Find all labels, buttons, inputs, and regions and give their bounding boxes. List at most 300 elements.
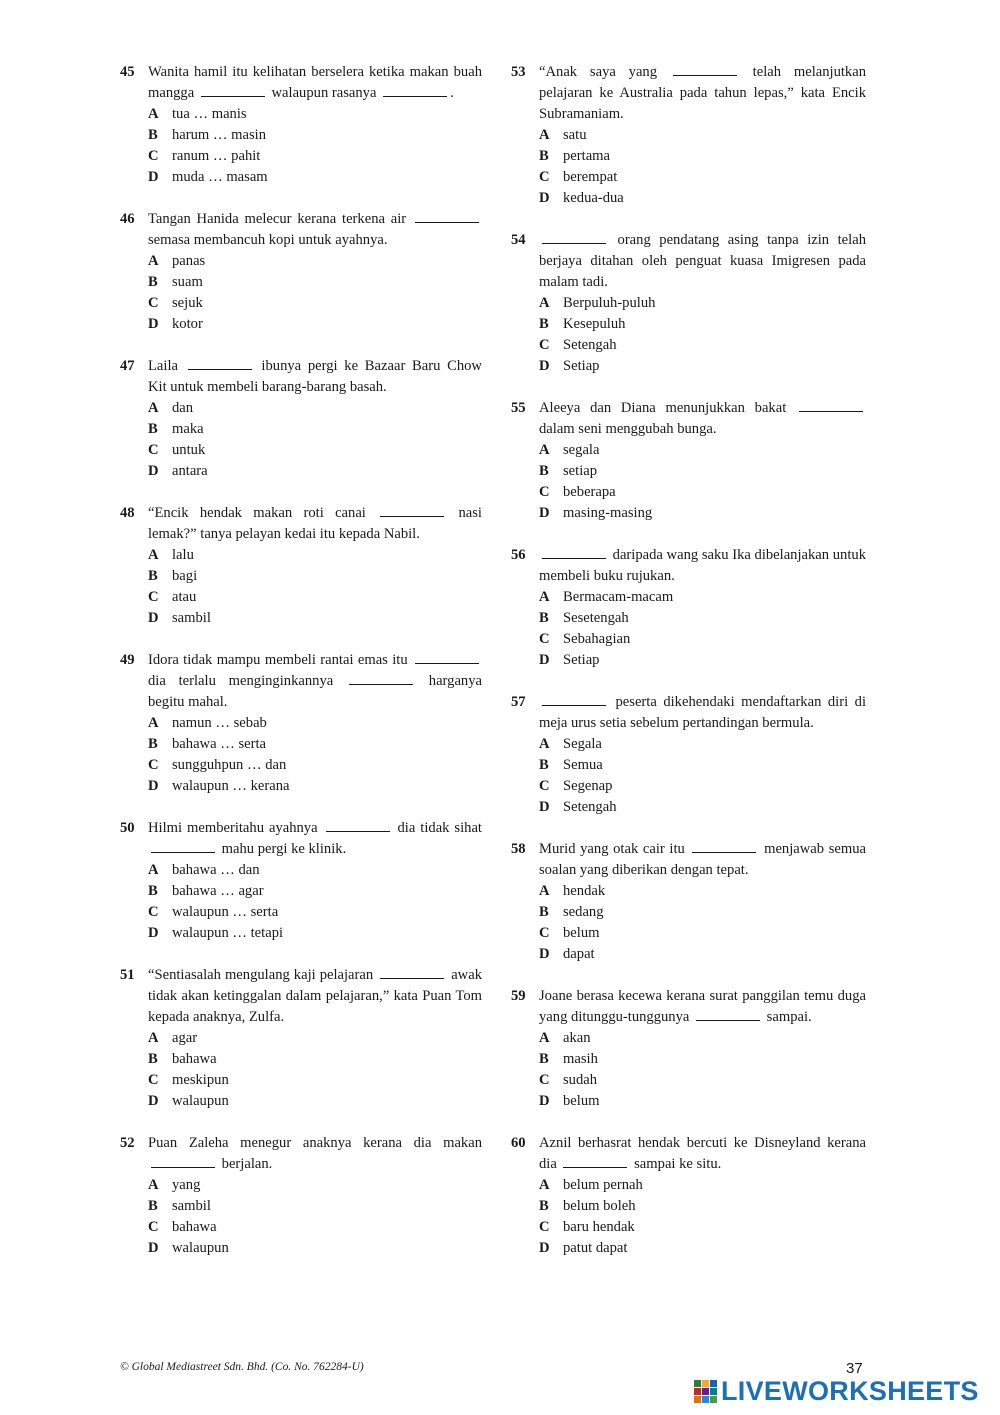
option-text: Sebahagian <box>563 631 631 647</box>
answer-blank[interactable] <box>151 1155 215 1168</box>
question-stem <box>539 545 866 587</box>
stem-text: Aleeya dan Diana menunjukkan bakat <box>539 400 796 416</box>
option-letter: A <box>539 1177 550 1193</box>
option-list <box>539 734 866 818</box>
option-list <box>539 293 866 377</box>
option-text: hendak <box>563 883 606 899</box>
option-text: kedua-dua <box>563 190 624 206</box>
answer-blank[interactable] <box>542 693 606 706</box>
question-stem <box>148 62 482 104</box>
option-letter: B <box>539 1051 549 1067</box>
option-c <box>148 440 482 461</box>
option-text: Segala <box>563 736 602 752</box>
option-text: Setiap <box>563 652 600 668</box>
option-letter: C <box>539 1219 550 1235</box>
option-list <box>539 587 866 671</box>
option-text: belum <box>563 1093 600 1109</box>
option-b <box>539 146 866 167</box>
question-58 <box>511 839 866 965</box>
option-text: lalu <box>172 547 194 563</box>
option-c <box>539 923 866 944</box>
stem-text: “Sentiasalah mengulang kaji pelajaran <box>148 967 378 983</box>
option-list <box>148 104 482 188</box>
option-letter: C <box>148 904 159 920</box>
copyright-notice: © Global Mediastreet Sdn. Bhd. (Co. No. 762284-U) <box>120 1361 364 1373</box>
brand-grid-cell <box>710 1380 717 1387</box>
option-a <box>539 440 866 461</box>
option-letter: B <box>148 274 158 290</box>
option-text: untuk <box>172 442 206 458</box>
stem-text: Murid yang otak cair itu <box>539 841 690 857</box>
option-text: sungguhpun … dan <box>172 757 287 773</box>
option-list <box>539 440 866 524</box>
option-text: Berpuluh-puluh <box>563 295 656 311</box>
option-letter: D <box>148 463 159 479</box>
option-c <box>148 1217 482 1238</box>
option-b <box>148 125 482 146</box>
option-letter: C <box>148 1219 159 1235</box>
option-text: bagi <box>172 568 198 584</box>
option-letter: A <box>148 1030 159 1046</box>
stem-text: walaupun rasanya <box>267 85 381 101</box>
answer-blank[interactable] <box>673 63 737 76</box>
question-number: 54 <box>511 232 526 248</box>
question-53 <box>511 62 866 209</box>
option-c <box>539 776 866 797</box>
question-51 <box>120 965 482 1112</box>
stem-text: dia tidak sihat <box>392 820 482 836</box>
option-text: kotor <box>172 316 203 332</box>
option-letter: D <box>539 652 550 668</box>
option-text: walaupun … kerana <box>172 778 290 794</box>
option-d <box>539 188 866 209</box>
option-letter: B <box>148 127 158 143</box>
stem-text: semasa membancuh kopi untuk ayahnya. <box>148 232 388 248</box>
question-number: 50 <box>120 820 135 836</box>
option-text: pertama <box>563 148 610 164</box>
answer-blank[interactable] <box>692 840 756 853</box>
option-letter: D <box>148 169 159 185</box>
option-letter: D <box>148 316 159 332</box>
option-text: tua … manis <box>172 106 247 122</box>
stem-text: mahu pergi ke klinik. <box>218 841 347 857</box>
option-letter: B <box>148 568 158 584</box>
brand-grid-cell <box>694 1396 701 1403</box>
option-letter: C <box>539 484 550 500</box>
option-text: masing-masing <box>563 505 653 521</box>
brand-grid-cell <box>694 1388 701 1395</box>
option-letter: A <box>148 547 159 563</box>
option-text: segala <box>563 442 600 458</box>
option-letter: D <box>539 799 550 815</box>
answer-blank[interactable] <box>326 819 390 832</box>
option-letter: D <box>539 946 550 962</box>
option-letter: A <box>539 883 550 899</box>
option-list <box>148 1028 482 1112</box>
stem-text: Aznil berhasrat hendak bercuti ke Disneyland kerana dia <box>539 1135 866 1172</box>
stem-text: “Encik hendak makan roti canai <box>148 505 378 521</box>
option-d <box>148 608 482 629</box>
option-c <box>148 146 482 167</box>
question-46 <box>120 209 482 335</box>
question-stem <box>148 650 482 713</box>
option-text: patut dapat <box>563 1240 628 1256</box>
option-letter: C <box>539 925 550 941</box>
option-text: agar <box>172 1030 198 1046</box>
question-stem <box>539 692 866 734</box>
option-list <box>539 125 866 209</box>
option-letter: A <box>148 862 159 878</box>
question-number: 51 <box>120 967 135 983</box>
question-stem <box>539 1133 866 1175</box>
option-letter: C <box>148 589 159 605</box>
option-text: walaupun <box>172 1240 229 1256</box>
option-letter: C <box>539 169 550 185</box>
stem-text: Puan Zaleha menegur anaknya kerana dia makan <box>148 1135 482 1151</box>
option-b <box>148 1196 482 1217</box>
option-d <box>539 1091 866 1112</box>
option-text: satu <box>563 127 587 143</box>
question-number: 55 <box>511 400 526 416</box>
option-d <box>539 650 866 671</box>
answer-blank[interactable] <box>383 84 447 97</box>
stem-text: nasi lemak?” tanya pelayan kedai itu kepada Nabil. <box>148 505 482 542</box>
question-number: 45 <box>120 64 135 80</box>
option-letter: C <box>539 778 550 794</box>
brand-text: LIVEWORKSHEETS <box>721 1376 979 1406</box>
option-b <box>148 734 482 755</box>
option-letter: B <box>539 463 549 479</box>
option-list <box>148 398 482 482</box>
option-letter: A <box>148 253 159 269</box>
option-letter: A <box>148 400 159 416</box>
option-a <box>539 881 866 902</box>
answer-blank[interactable] <box>380 504 444 517</box>
option-c <box>148 293 482 314</box>
option-list <box>148 713 482 797</box>
stem-text: Idora tidak mampu membeli rantai emas itu <box>148 652 412 668</box>
liveworksheets-logo[interactable] <box>694 1377 979 1405</box>
option-text: setiap <box>563 463 598 479</box>
question-number: 47 <box>120 358 135 374</box>
option-text: atau <box>172 589 197 605</box>
option-letter: B <box>539 1198 549 1214</box>
option-c <box>539 1070 866 1091</box>
option-letter: C <box>148 1072 159 1088</box>
answer-blank[interactable] <box>151 840 215 853</box>
option-letter: D <box>539 358 550 374</box>
question-stem <box>148 965 482 1028</box>
option-text: belum pernah <box>563 1177 643 1193</box>
option-a <box>148 104 482 125</box>
stem-text: sampai. <box>763 1009 812 1025</box>
answer-blank[interactable] <box>415 651 479 664</box>
answer-blank[interactable] <box>188 357 252 370</box>
option-text: berempat <box>563 169 618 185</box>
option-letter: B <box>539 316 549 332</box>
option-text: dan <box>172 400 194 416</box>
option-letter: C <box>148 757 159 773</box>
option-c <box>539 1217 866 1238</box>
option-letter: D <box>539 505 550 521</box>
option-c <box>539 629 866 650</box>
option-b <box>539 755 866 776</box>
answer-blank[interactable] <box>415 210 479 223</box>
brand-grid-cell <box>702 1388 709 1395</box>
option-text: Semua <box>563 757 603 773</box>
brand-grid-cell <box>710 1396 717 1403</box>
option-text: belum boleh <box>563 1198 636 1214</box>
option-text: namun … sebab <box>172 715 267 731</box>
option-d <box>148 167 482 188</box>
option-text: belum <box>563 925 600 941</box>
brand-grid-icon <box>694 1380 717 1403</box>
option-text: beberapa <box>563 484 616 500</box>
question-stem <box>148 503 482 545</box>
option-text: bahawa <box>172 1051 217 1067</box>
option-d <box>148 314 482 335</box>
option-letter: D <box>148 610 159 626</box>
question-number: 57 <box>511 694 526 710</box>
option-text: walaupun … tetapi <box>172 925 284 941</box>
option-text: bahawa <box>172 1219 217 1235</box>
option-letter: B <box>148 421 158 437</box>
answer-blank[interactable] <box>563 1155 627 1168</box>
option-a <box>539 587 866 608</box>
option-b <box>539 1049 866 1070</box>
answer-blank[interactable] <box>542 546 606 559</box>
option-text: sejuk <box>172 295 203 311</box>
question-number: 59 <box>511 988 526 1004</box>
stem-text: peserta dikehendaki mendaftarkan diri di meja urus setia sebelum pertandingan bermula. <box>539 694 866 731</box>
option-letter: D <box>539 1093 550 1109</box>
question-stem <box>539 398 866 440</box>
option-text: ranum … pahit <box>172 148 261 164</box>
option-letter: B <box>539 904 549 920</box>
question-stem <box>148 209 482 251</box>
option-letter: C <box>539 631 550 647</box>
option-b <box>539 902 866 923</box>
stem-text: dalam seni menggubah bunga. <box>539 421 717 437</box>
option-text: bahawa … serta <box>172 736 267 752</box>
option-c <box>148 587 482 608</box>
option-text: walaupun … serta <box>172 904 279 920</box>
brand-grid-cell <box>710 1388 717 1395</box>
option-letter: A <box>148 106 159 122</box>
stem-text: menjawab semua soalan yang diberikan dengan tepat. <box>539 841 866 878</box>
stem-text: ibunya pergi ke Bazaar Baru Chow Kit untuk membeli barang-barang basah. <box>148 358 482 395</box>
option-letter: B <box>539 610 549 626</box>
option-d <box>148 1238 482 1259</box>
question-number: 46 <box>120 211 135 227</box>
option-c <box>148 902 482 923</box>
option-text: Setiap <box>563 358 600 374</box>
option-a <box>148 860 482 881</box>
option-a <box>148 545 482 566</box>
stem-text: Laila <box>148 358 185 374</box>
question-45 <box>120 62 482 188</box>
question-48 <box>120 503 482 629</box>
option-letter: B <box>148 736 158 752</box>
question-47 <box>120 356 482 482</box>
stem-text: . <box>450 85 454 101</box>
option-letter: A <box>539 589 550 605</box>
option-b <box>539 608 866 629</box>
option-d <box>148 461 482 482</box>
option-d <box>148 776 482 797</box>
option-b <box>539 461 866 482</box>
option-letter: C <box>148 148 159 164</box>
stem-text: Joane berasa kecewa kerana surat panggilan temu duga yang ditunggu-tunggunya <box>539 988 866 1025</box>
question-number: 60 <box>511 1135 526 1151</box>
answer-blank[interactable] <box>349 672 413 685</box>
question-59 <box>511 986 866 1112</box>
brand-grid-cell <box>702 1396 709 1403</box>
stem-text: sampai ke situ. <box>630 1156 722 1172</box>
option-letter: B <box>148 883 158 899</box>
option-letter: D <box>148 1093 159 1109</box>
option-text: suam <box>172 274 203 290</box>
option-letter: A <box>148 1177 159 1193</box>
question-57 <box>511 692 866 818</box>
question-49 <box>120 650 482 797</box>
option-a <box>539 1028 866 1049</box>
option-text: Kesepuluh <box>563 316 626 332</box>
answer-blank[interactable] <box>201 84 265 97</box>
stem-text: “Anak saya yang <box>539 64 670 80</box>
option-a <box>539 734 866 755</box>
option-c <box>148 755 482 776</box>
option-text: baru hendak <box>563 1219 635 1235</box>
option-b <box>148 566 482 587</box>
stem-text: dia terlalu menginginkannya <box>148 673 346 689</box>
option-d <box>539 797 866 818</box>
option-list <box>539 1028 866 1112</box>
option-text: dapat <box>563 946 595 962</box>
option-letter: A <box>539 1030 550 1046</box>
brand-grid-cell <box>702 1380 709 1387</box>
answer-blank[interactable] <box>542 231 606 244</box>
stem-text: telah melanjutkan pelajaran ke Australia pada tahun lepas,” kata Encik Subramaniam. <box>539 64 866 122</box>
option-list <box>539 881 866 965</box>
option-b <box>148 881 482 902</box>
option-a <box>148 398 482 419</box>
question-number: 58 <box>511 841 526 857</box>
question-50 <box>120 818 482 944</box>
option-a <box>539 293 866 314</box>
right-column <box>511 62 866 1280</box>
question-stem <box>539 986 866 1028</box>
option-d <box>148 923 482 944</box>
option-list <box>148 1175 482 1259</box>
question-stem <box>148 356 482 398</box>
option-a <box>148 251 482 272</box>
question-stem <box>539 230 866 293</box>
answer-blank[interactable] <box>799 399 863 412</box>
question-60 <box>511 1133 866 1259</box>
option-letter: C <box>148 295 159 311</box>
option-letter: A <box>539 295 550 311</box>
option-letter: B <box>539 757 549 773</box>
question-54 <box>511 230 866 377</box>
stem-text: berjalan. <box>218 1156 273 1172</box>
option-text: masih <box>563 1051 598 1067</box>
option-a <box>148 1175 482 1196</box>
option-a <box>148 713 482 734</box>
option-a <box>539 1175 866 1196</box>
option-c <box>148 1070 482 1091</box>
option-b <box>148 1049 482 1070</box>
option-text: Setengah <box>563 337 617 353</box>
option-b <box>539 314 866 335</box>
answer-blank[interactable] <box>696 1008 760 1021</box>
option-list <box>148 545 482 629</box>
stem-text: Hilmi memberitahu ayahnya <box>148 820 323 836</box>
stem-text: harganya begitu mahal. <box>148 673 482 710</box>
option-text: Segenap <box>563 778 613 794</box>
option-text: antara <box>172 463 208 479</box>
question-stem <box>539 62 866 125</box>
option-letter: D <box>148 1240 159 1256</box>
brand-grid-cell <box>694 1380 701 1387</box>
question-56 <box>511 545 866 671</box>
stem-text: Wanita hamil itu kelihatan berselera ketika makan buah mangga <box>148 64 482 101</box>
answer-blank[interactable] <box>380 966 444 979</box>
question-stem <box>539 839 866 881</box>
question-number: 56 <box>511 547 526 563</box>
option-list <box>539 1175 866 1259</box>
option-letter: B <box>148 1051 158 1067</box>
question-number: 48 <box>120 505 135 521</box>
stem-text: awak tidak akan ketinggalan dalam pelajaran,” kata Puan Tom kepada anaknya, Zulfa. <box>148 967 482 1025</box>
option-a <box>148 1028 482 1049</box>
option-text: sambil <box>172 1198 211 1214</box>
option-text: harum … masin <box>172 127 267 143</box>
option-c <box>539 167 866 188</box>
option-text: bahawa … agar <box>172 883 264 899</box>
option-a <box>539 125 866 146</box>
option-text: sedang <box>563 904 604 920</box>
option-text: Setengah <box>563 799 617 815</box>
option-letter: C <box>539 337 550 353</box>
option-letter: A <box>539 736 550 752</box>
stem-text: Tangan Hanida melecur kerana terkena air <box>148 211 412 227</box>
option-d <box>539 944 866 965</box>
question-number: 52 <box>120 1135 135 1151</box>
option-letter: D <box>539 190 550 206</box>
option-letter: D <box>148 925 159 941</box>
option-text: muda … masam <box>172 169 268 185</box>
option-letter: D <box>148 778 159 794</box>
option-text: meskipun <box>172 1072 229 1088</box>
option-c <box>539 335 866 356</box>
option-letter: C <box>539 1072 550 1088</box>
option-d <box>539 356 866 377</box>
option-text: yang <box>172 1177 201 1193</box>
option-text: sambil <box>172 610 211 626</box>
option-d <box>539 1238 866 1259</box>
option-b <box>148 272 482 293</box>
option-letter: C <box>148 442 159 458</box>
option-letter: A <box>539 442 550 458</box>
option-text: bahawa … dan <box>172 862 260 878</box>
option-text: sudah <box>563 1072 598 1088</box>
option-letter: D <box>539 1240 550 1256</box>
question-52 <box>120 1133 482 1259</box>
question-number: 49 <box>120 652 135 668</box>
stem-text: daripada wang saku Ika dibelanjakan untuk membeli buku rujukan. <box>539 547 866 584</box>
option-letter: B <box>539 148 549 164</box>
